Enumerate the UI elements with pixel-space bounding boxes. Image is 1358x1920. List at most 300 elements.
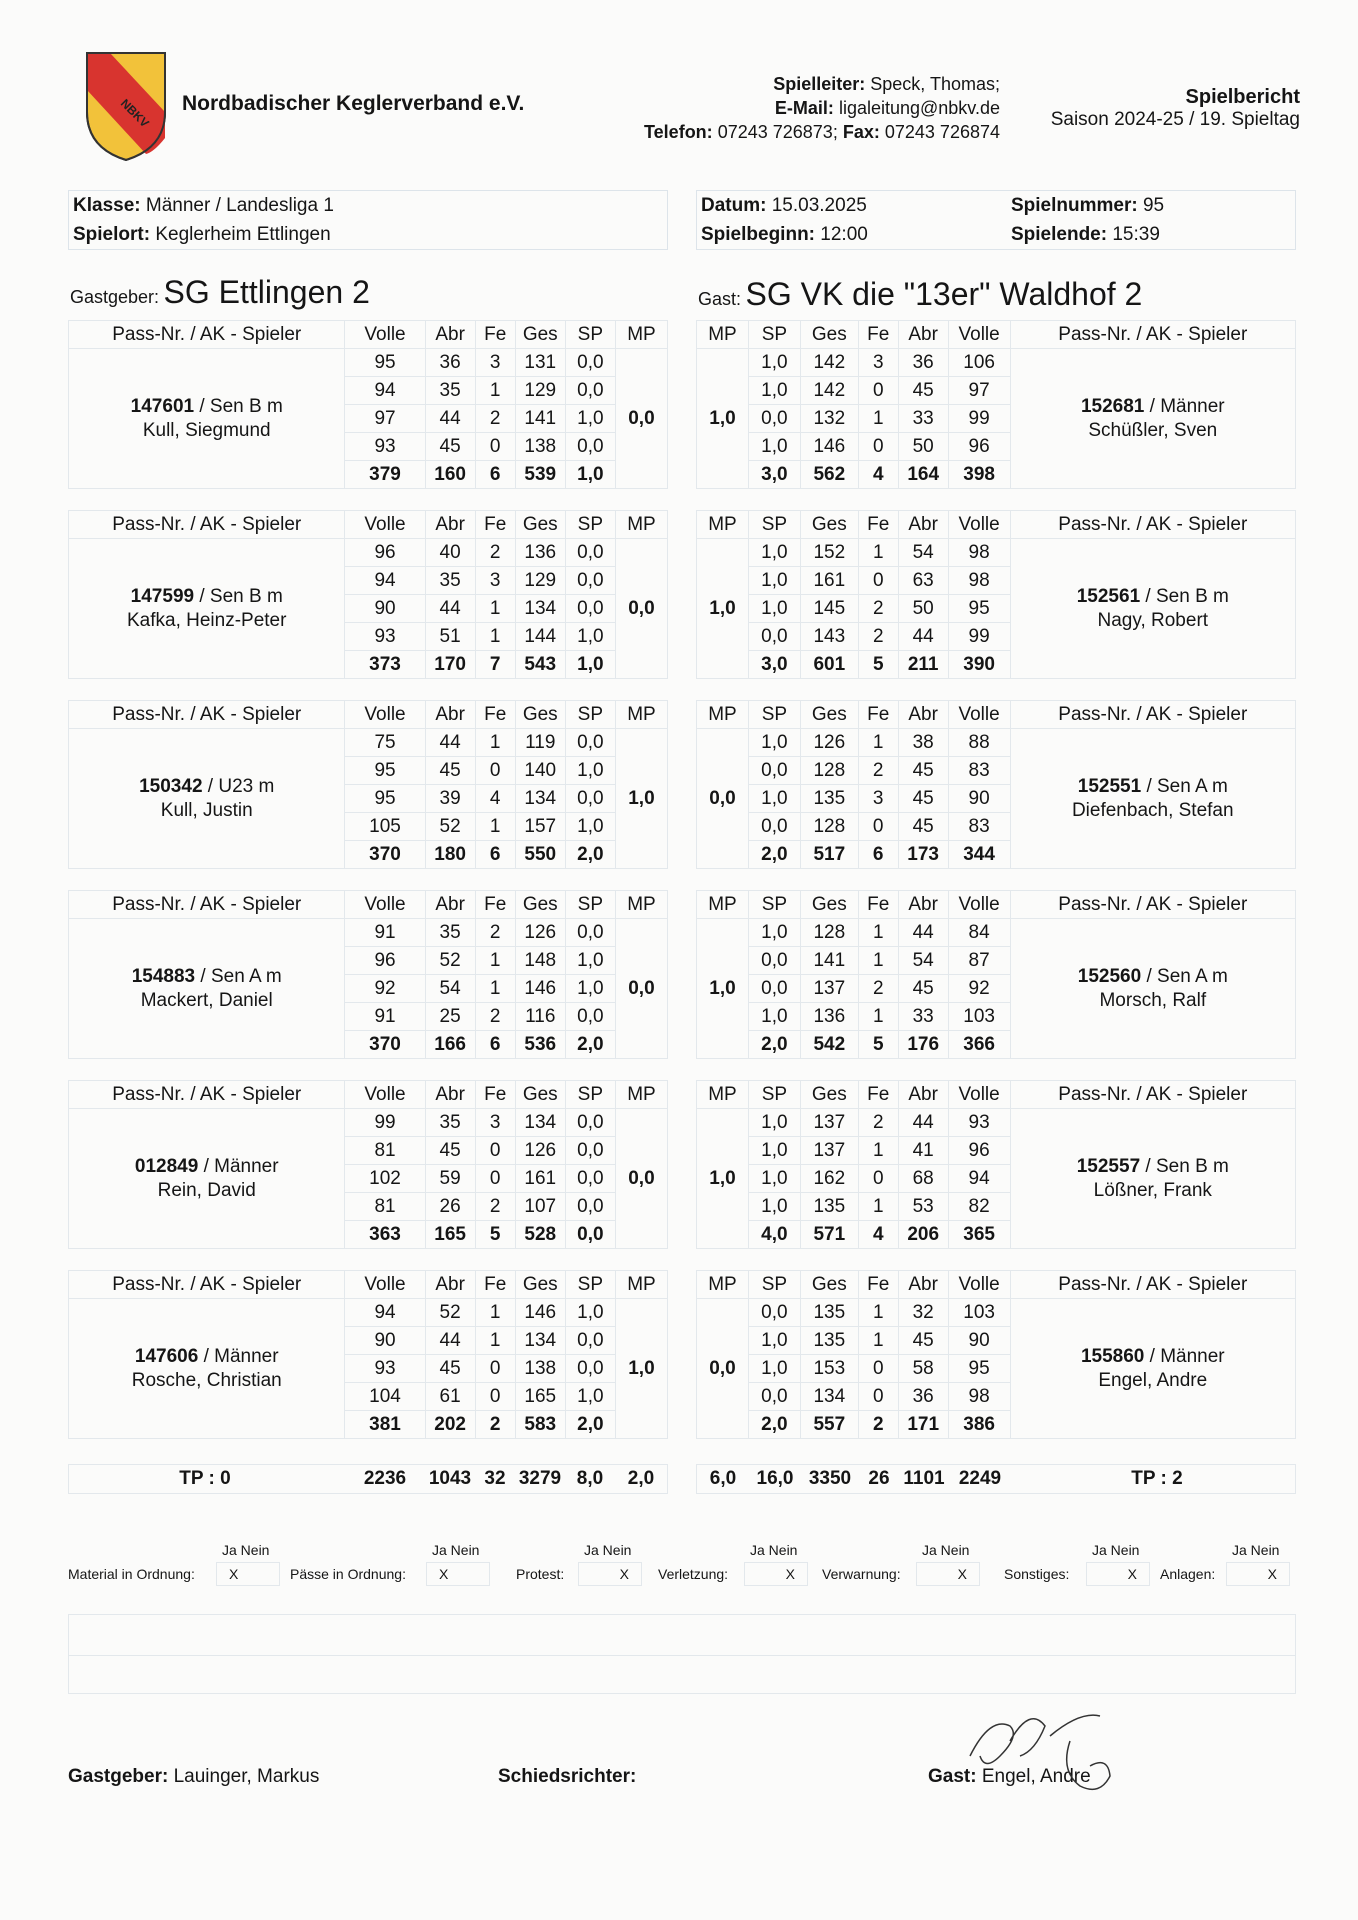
score-cell: 1,0: [748, 1327, 800, 1355]
score-cell: 104: [345, 1383, 425, 1411]
table-row: [697, 729, 1296, 757]
score-cell: 1: [475, 947, 515, 975]
home-mp: 0,0: [615, 539, 667, 679]
score-cell: 90: [948, 1327, 1010, 1355]
match-info-right: Datum: 15.03.2025 Spielbeginn: 12:00 Spielnummer: 95 Spielende: 15:39: [696, 190, 1296, 250]
score-cell: 2: [858, 595, 898, 623]
score-cell: 138: [515, 433, 565, 461]
table-row: [697, 1109, 1296, 1137]
home-team: Gastgeber: SG Ettlingen 2: [70, 274, 370, 310]
table-row: [697, 1299, 1296, 1327]
score-cell: 134: [515, 595, 565, 623]
score-cell: 82: [948, 1193, 1010, 1221]
col-header: Ges: [800, 701, 858, 729]
score-cell: 45: [425, 757, 475, 785]
score-cell: 144: [515, 623, 565, 651]
total-cell: 4: [858, 1221, 898, 1249]
home-mp: 1,0: [615, 729, 667, 869]
col-header: Pass-Nr. / AK - Spieler: [1010, 1081, 1295, 1109]
check-mark: X: [1127, 1566, 1137, 1582]
guest-player-cell: 152561 / Sen B m Nagy, Robert: [1010, 539, 1295, 679]
col-header: SP: [748, 1081, 800, 1109]
total-cell: 536: [515, 1031, 565, 1059]
score-cell: 68: [898, 1165, 948, 1193]
guest-game-table: [696, 1080, 1296, 1249]
total-cell: 202: [425, 1411, 475, 1439]
score-cell: 0,0: [565, 919, 615, 947]
score-cell: 141: [800, 947, 858, 975]
col-header: Fe: [475, 321, 515, 349]
col-header: Volle: [948, 701, 1010, 729]
score-cell: 105: [345, 813, 425, 841]
score-cell: 153: [800, 1355, 858, 1383]
score-cell: 96: [345, 539, 425, 567]
score-cell: 95: [345, 349, 425, 377]
guest-total-cell: 1101: [903, 1468, 945, 1489]
score-cell: 0,0: [565, 785, 615, 813]
total-cell: 160: [425, 461, 475, 489]
score-cell: 103: [948, 1003, 1010, 1031]
guest-mp: 1,0: [697, 539, 749, 679]
score-cell: 128: [800, 757, 858, 785]
score-cell: 128: [800, 813, 858, 841]
check-label: Sonstiges:: [1004, 1566, 1070, 1582]
score-cell: 0,0: [565, 349, 615, 377]
col-header: Abr: [425, 321, 475, 349]
score-cell: 119: [515, 729, 565, 757]
check-box[interactable]: [1086, 1562, 1150, 1586]
total-cell: 517: [800, 841, 858, 869]
home-player-cell: 147606 / Männer Rosche, Christian: [69, 1299, 345, 1439]
home-total-cell: 1043: [428, 1468, 472, 1489]
col-header: Ges: [515, 1271, 565, 1299]
score-cell: 92: [948, 975, 1010, 1003]
score-cell: 1,0: [748, 919, 800, 947]
score-cell: 0,0: [748, 1299, 800, 1327]
score-cell: 126: [515, 919, 565, 947]
score-cell: 0: [858, 1165, 898, 1193]
score-cell: 161: [515, 1165, 565, 1193]
score-cell: 129: [515, 377, 565, 405]
guest-total-cell: 3350: [808, 1468, 852, 1489]
score-cell: 94: [345, 1299, 425, 1327]
score-cell: 142: [800, 377, 858, 405]
score-cell: 0: [475, 1383, 515, 1411]
score-cell: 54: [898, 947, 948, 975]
total-cell: 2,0: [748, 1411, 800, 1439]
total-cell: 366: [948, 1031, 1010, 1059]
score-cell: 146: [515, 975, 565, 1003]
score-cell: 83: [948, 757, 1010, 785]
home-signature: Gastgeber: Lauinger, Markus: [68, 1766, 320, 1787]
score-cell: 1,0: [565, 1383, 615, 1411]
col-header: Abr: [898, 1081, 948, 1109]
score-cell: 1,0: [748, 377, 800, 405]
check-mark: X: [785, 1566, 795, 1582]
col-header: MP: [615, 321, 667, 349]
total-cell: 550: [515, 841, 565, 869]
score-cell: 45: [898, 785, 948, 813]
check-mark: X: [229, 1566, 239, 1582]
table-row: [69, 1299, 668, 1327]
score-cell: 128: [800, 919, 858, 947]
score-cell: 148: [515, 947, 565, 975]
total-cell: 2,0: [748, 841, 800, 869]
total-cell: 398: [948, 461, 1010, 489]
col-header: SP: [748, 1271, 800, 1299]
table-row: [697, 539, 1296, 567]
col-header: Fe: [858, 511, 898, 539]
score-cell: 134: [515, 1327, 565, 1355]
col-header: Pass-Nr. / AK - Spieler: [1010, 701, 1295, 729]
score-cell: 38: [898, 729, 948, 757]
col-header: Ges: [800, 1271, 858, 1299]
score-cell: 36: [898, 349, 948, 377]
home-mp: 0,0: [615, 1109, 667, 1249]
score-cell: 1,0: [748, 785, 800, 813]
check-box[interactable]: [426, 1562, 490, 1586]
score-cell: 134: [800, 1383, 858, 1411]
score-cell: 0: [475, 1137, 515, 1165]
score-cell: 1,0: [748, 1137, 800, 1165]
table-row: [69, 729, 668, 757]
score-cell: 1: [475, 1327, 515, 1355]
score-cell: 126: [800, 729, 858, 757]
header-contact: Spielleiter: Speck, Thomas; E-Mail: ligaleitung@nbkv.de Telefon: 07243 726873; Fax: 07243 726874: [644, 74, 1000, 142]
guest-team: Gast: SG VK die "13er" Waldhof 2: [698, 276, 1143, 312]
col-header: Pass-Nr. / AK - Spieler: [1010, 1271, 1295, 1299]
check-box[interactable]: [744, 1562, 808, 1586]
col-header: MP: [697, 891, 749, 919]
total-cell: 164: [898, 461, 948, 489]
score-cell: 54: [425, 975, 475, 1003]
score-cell: 50: [898, 595, 948, 623]
guest-mp: 0,0: [697, 1299, 749, 1439]
score-cell: 1: [475, 813, 515, 841]
col-header: SP: [748, 891, 800, 919]
score-cell: 93: [345, 433, 425, 461]
total-cell: 373: [345, 651, 425, 679]
score-cell: 1: [858, 1003, 898, 1031]
total-cell: 176: [898, 1031, 948, 1059]
score-cell: 99: [345, 1109, 425, 1137]
score-cell: 1,0: [565, 975, 615, 1003]
table-row: [69, 349, 668, 377]
col-header: Fe: [475, 511, 515, 539]
col-header: Ges: [800, 321, 858, 349]
col-header: MP: [615, 1081, 667, 1109]
score-cell: 1,0: [565, 813, 615, 841]
col-header: Abr: [425, 1271, 475, 1299]
home-player-cell: 150342 / U23 m Kull, Justin: [69, 729, 345, 869]
check-mark: X: [1267, 1566, 1277, 1582]
score-cell: 103: [948, 1299, 1010, 1327]
score-cell: 1: [858, 729, 898, 757]
nbkv-logo: [84, 50, 168, 162]
total-cell: 211: [898, 651, 948, 679]
ja-nein-header: Ja Nein: [750, 1542, 798, 1558]
score-cell: 35: [425, 1109, 475, 1137]
check-mark: X: [957, 1566, 967, 1582]
score-cell: 0,0: [565, 567, 615, 595]
score-cell: 2: [858, 1109, 898, 1137]
score-cell: 0,0: [565, 1003, 615, 1031]
score-cell: 45: [898, 813, 948, 841]
score-cell: 59: [425, 1165, 475, 1193]
guest-player-cell: 155860 / Männer Engel, Andre: [1010, 1299, 1295, 1439]
col-header: Ges: [515, 1081, 565, 1109]
col-header: SP: [748, 321, 800, 349]
score-cell: 63: [898, 567, 948, 595]
score-cell: 95: [345, 757, 425, 785]
score-cell: 2: [858, 623, 898, 651]
score-cell: 45: [425, 1355, 475, 1383]
col-header: Abr: [898, 891, 948, 919]
total-cell: 2: [475, 1411, 515, 1439]
score-cell: 44: [425, 729, 475, 757]
score-cell: 143: [800, 623, 858, 651]
score-cell: 1,0: [565, 405, 615, 433]
col-header: Pass-Nr. / AK - Spieler: [1010, 511, 1295, 539]
total-cell: 379: [345, 461, 425, 489]
col-header: Ges: [515, 511, 565, 539]
check-box[interactable]: [916, 1562, 980, 1586]
score-cell: 1,0: [748, 1003, 800, 1031]
guest-mp: 1,0: [697, 1109, 749, 1249]
score-cell: 94: [948, 1165, 1010, 1193]
total-cell: 5: [858, 651, 898, 679]
guest-game-table: [696, 700, 1296, 869]
score-cell: 129: [515, 567, 565, 595]
ja-nein-header: Ja Nein: [584, 1542, 632, 1558]
score-cell: 45: [898, 1327, 948, 1355]
total-cell: 170: [425, 651, 475, 679]
col-header: Abr: [898, 321, 948, 349]
total-cell: 2,0: [565, 841, 615, 869]
score-cell: 1: [858, 947, 898, 975]
col-header: SP: [565, 1081, 615, 1109]
score-cell: 134: [515, 785, 565, 813]
table-row: [69, 539, 668, 567]
guest-total-cell: 16,0: [756, 1468, 794, 1489]
score-cell: 165: [515, 1383, 565, 1411]
total-cell: 165: [425, 1221, 475, 1249]
col-header: Volle: [345, 1271, 425, 1299]
home-mp: 1,0: [615, 1299, 667, 1439]
table-row: [69, 919, 668, 947]
season: Saison 2024-25 / 19. Spieltag: [1050, 109, 1300, 130]
score-cell: 0,0: [748, 1383, 800, 1411]
total-cell: 562: [800, 461, 858, 489]
score-cell: 0: [858, 1355, 898, 1383]
score-cell: 1: [475, 975, 515, 1003]
ja-nein-header: Ja Nein: [1232, 1542, 1280, 1558]
score-cell: 2: [475, 919, 515, 947]
score-cell: 0,0: [565, 1327, 615, 1355]
check-box[interactable]: [216, 1562, 280, 1586]
score-cell: 157: [515, 813, 565, 841]
score-cell: 98: [948, 539, 1010, 567]
col-header: Pass-Nr. / AK - Spieler: [69, 1081, 345, 1109]
check-box[interactable]: [578, 1562, 642, 1586]
score-cell: 146: [800, 433, 858, 461]
score-cell: 1,0: [748, 595, 800, 623]
check-box[interactable]: [1226, 1562, 1290, 1586]
score-cell: 161: [800, 567, 858, 595]
score-cell: 0,0: [565, 1137, 615, 1165]
score-cell: 96: [948, 1137, 1010, 1165]
score-cell: 97: [948, 377, 1010, 405]
total-cell: 583: [515, 1411, 565, 1439]
score-cell: 137: [800, 975, 858, 1003]
score-cell: 44: [425, 1327, 475, 1355]
score-cell: 58: [898, 1355, 948, 1383]
score-cell: 0,0: [565, 1165, 615, 1193]
col-header: Ges: [515, 321, 565, 349]
total-cell: 2,0: [565, 1031, 615, 1059]
score-cell: 84: [948, 919, 1010, 947]
col-header: Fe: [475, 891, 515, 919]
score-cell: 0: [858, 433, 898, 461]
score-cell: 45: [425, 1137, 475, 1165]
score-cell: 54: [898, 539, 948, 567]
notes-box[interactable]: [68, 1614, 1296, 1694]
score-cell: 36: [425, 349, 475, 377]
col-header: MP: [615, 891, 667, 919]
score-cell: 2: [475, 539, 515, 567]
total-cell: 6: [475, 461, 515, 489]
home-tp: TP : 0: [179, 1468, 231, 1489]
score-cell: 0,0: [565, 1355, 615, 1383]
score-cell: 0: [475, 1165, 515, 1193]
total-cell: 6: [475, 1031, 515, 1059]
score-cell: 0: [475, 757, 515, 785]
score-cell: 3: [858, 785, 898, 813]
total-cell: 1,0: [565, 461, 615, 489]
score-cell: 90: [345, 595, 425, 623]
score-cell: 39: [425, 785, 475, 813]
score-cell: 75: [345, 729, 425, 757]
total-cell: 3,0: [748, 461, 800, 489]
col-header: Abr: [425, 891, 475, 919]
col-header: SP: [748, 511, 800, 539]
col-header: SP: [565, 701, 615, 729]
col-header: Abr: [898, 511, 948, 539]
score-cell: 97: [345, 405, 425, 433]
col-header: Fe: [858, 701, 898, 729]
score-cell: 98: [948, 1383, 1010, 1411]
guest-total-cell: 2249: [958, 1468, 1002, 1489]
score-cell: 0: [475, 433, 515, 461]
score-cell: 136: [800, 1003, 858, 1031]
score-cell: 1: [858, 1299, 898, 1327]
col-header: Pass-Nr. / AK - Spieler: [69, 511, 345, 539]
col-header: Pass-Nr. / AK - Spieler: [69, 321, 345, 349]
score-cell: 45: [898, 377, 948, 405]
svg-text:NBKV: NBKV: [117, 96, 152, 131]
score-cell: 1,0: [565, 757, 615, 785]
score-cell: 81: [345, 1137, 425, 1165]
total-cell: 543: [515, 651, 565, 679]
check-label: Anlagen:: [1160, 1566, 1216, 1582]
score-cell: 1,0: [748, 567, 800, 595]
score-cell: 0,0: [565, 1109, 615, 1137]
org-name: Nordbadischer Keglerverband e.V.: [182, 92, 525, 115]
score-cell: 81: [345, 1193, 425, 1221]
score-cell: 36: [898, 1383, 948, 1411]
score-cell: 87: [948, 947, 1010, 975]
guest-tp: TP : 2: [1131, 1468, 1183, 1489]
score-cell: 116: [515, 1003, 565, 1031]
table-row: [697, 349, 1296, 377]
match-info-left: Klasse: Männer / Landesliga 1 Spielort: Keglerheim Ettlingen: [68, 190, 668, 250]
score-cell: 135: [800, 1193, 858, 1221]
col-header: Volle: [948, 1271, 1010, 1299]
score-cell: 1: [475, 377, 515, 405]
col-header: MP: [615, 1271, 667, 1299]
score-cell: 1,0: [748, 1109, 800, 1137]
total-cell: 5: [475, 1221, 515, 1249]
total-cell: 2,0: [748, 1031, 800, 1059]
total-cell: 166: [425, 1031, 475, 1059]
header-title: [1010, 86, 1300, 131]
score-cell: 138: [515, 1355, 565, 1383]
score-cell: 1: [475, 1299, 515, 1327]
score-cell: 1,0: [748, 539, 800, 567]
col-header: Abr: [898, 701, 948, 729]
check-mark: X: [439, 1566, 449, 1582]
home-mp: 0,0: [615, 919, 667, 1059]
total-cell: 571: [800, 1221, 858, 1249]
score-cell: 51: [425, 623, 475, 651]
score-cell: 1,0: [565, 1299, 615, 1327]
col-header: Volle: [948, 511, 1010, 539]
score-cell: 35: [425, 377, 475, 405]
score-cell: 140: [515, 757, 565, 785]
score-cell: 131: [515, 349, 565, 377]
total-cell: 390: [948, 651, 1010, 679]
col-header: Ges: [800, 891, 858, 919]
total-cell: 370: [345, 1031, 425, 1059]
score-cell: 92: [345, 975, 425, 1003]
score-cell: 61: [425, 1383, 475, 1411]
score-cell: 134: [515, 1109, 565, 1137]
check-label: Protest:: [516, 1566, 565, 1582]
total-cell: 7: [475, 651, 515, 679]
score-cell: 50: [898, 433, 948, 461]
col-header: SP: [748, 701, 800, 729]
total-cell: 3,0: [748, 651, 800, 679]
guest-player-cell: 152551 / Sen A m Diefenbach, Stefan: [1010, 729, 1295, 869]
home-game-table: [68, 510, 668, 679]
score-cell: 32: [898, 1299, 948, 1327]
score-cell: 1: [858, 919, 898, 947]
score-cell: 1,0: [748, 1165, 800, 1193]
score-cell: 90: [345, 1327, 425, 1355]
score-cell: 145: [800, 595, 858, 623]
score-cell: 45: [898, 975, 948, 1003]
guest-game-table: [696, 1270, 1296, 1439]
table-row: [697, 919, 1296, 947]
score-cell: 99: [948, 405, 1010, 433]
guest-total-cell: 26: [868, 1468, 890, 1489]
score-cell: 44: [898, 919, 948, 947]
total-cell: 557: [800, 1411, 858, 1439]
score-cell: 88: [948, 729, 1010, 757]
col-header: Pass-Nr. / AK - Spieler: [1010, 321, 1295, 349]
total-cell: 542: [800, 1031, 858, 1059]
check-mark: X: [619, 1566, 629, 1582]
